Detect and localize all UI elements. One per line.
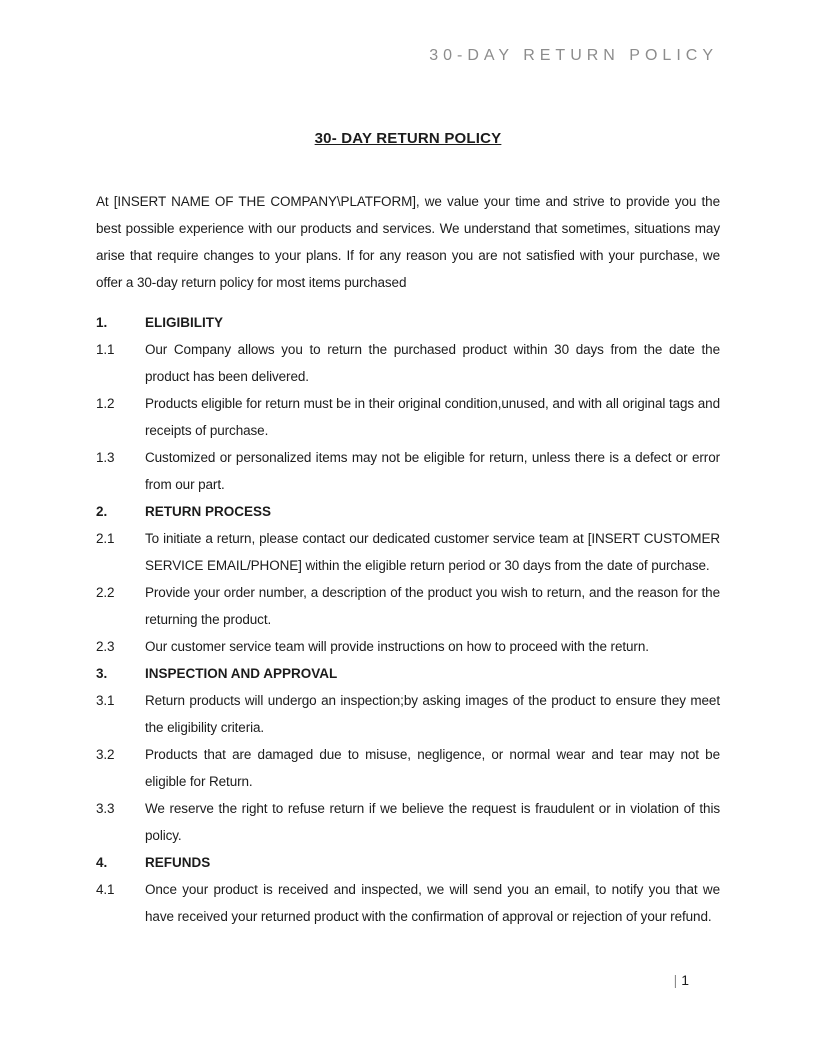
clause-text: Customized or personalized items may not be eligible for return, unless there is a defect or error from our part. (145, 450, 720, 492)
header-title: 30-DAY RETURN POLICY (429, 47, 718, 64)
section-number: 2. (96, 504, 108, 519)
document-title-text: 30- DAY RETURN POLICY (314, 130, 502, 147)
intro-paragraph: At [INSERT NAME OF THE COMPANY\PLATFORM], we value your time and strive to provide you the best possible experience with our products and services. We understand that sometimes, situations may arise that require changes to your plans. If for any reason you are not satisfied with your purchase, we offer a 30-day return policy for most items purchased (96, 194, 720, 290)
section-heading: RETURN PROCESS (145, 504, 272, 519)
clause-row (96, 633, 720, 660)
clause-number: 2.1 (96, 531, 115, 546)
clause-row (96, 444, 720, 498)
document-body (96, 188, 720, 930)
section-heading-row (96, 498, 720, 525)
clause-number: 2.2 (96, 585, 115, 600)
section-number: 1. (96, 315, 108, 330)
section-heading-row (96, 849, 720, 876)
clause-row (96, 579, 720, 633)
clause-row (96, 525, 720, 579)
clause-text: To initiate a return, please contact our dedicated customer service team at [INSERT CUSTOMER SERVICE EMAIL/PHONE] within the eligible return period or 30 days from the date of purchase. (145, 531, 720, 573)
clause-text: Products that are damaged due to misuse, negligence, or normal wear and tear may not be eligible for Return. (145, 747, 720, 789)
page-header (96, 47, 718, 65)
clause-number: 2.3 (96, 639, 115, 654)
document-title (0, 130, 816, 147)
clause-row (96, 390, 720, 444)
clause-row (96, 687, 720, 741)
clause-number: 1.1 (96, 342, 115, 357)
section-number: 4. (96, 855, 108, 870)
page-footer (674, 972, 689, 988)
clause-row (96, 876, 720, 930)
section-heading: ELIGIBILITY (145, 315, 224, 330)
section-heading-row (96, 660, 720, 687)
clause-number: 3.1 (96, 693, 115, 708)
clause-number: 3.3 (96, 801, 115, 816)
clause-text: We reserve the right to refuse return if we believe the request is fraudulent or in violation of this policy. (145, 801, 720, 843)
section-number: 3. (96, 666, 108, 681)
clause-text: Products eligible for return must be in their original condition,unused, and with all original tags and receipts of purchase. (145, 396, 720, 438)
section-heading: REFUNDS (145, 855, 211, 870)
clause-text: Our customer service team will provide instructions on how to proceed with the return. (145, 639, 649, 654)
clause-row (96, 795, 720, 849)
section-heading-row (96, 309, 720, 336)
section-heading: INSPECTION AND APPROVAL (145, 666, 338, 681)
clause-text: Our Company allows you to return the purchased product within 30 days from the date the product has been delivered. (145, 342, 720, 384)
footer-separator: | (673, 972, 678, 988)
footer-page-number: 1 (681, 972, 689, 988)
clause-text: Return products will undergo an inspection;by asking images of the product to ensure they meet the eligibility criteria. (145, 693, 720, 735)
clause-number: 3.2 (96, 747, 115, 762)
clause-number: 4.1 (96, 882, 115, 897)
clause-text: Once your product is received and inspected, we will send you an email, to notify you that we have received your returned product with the confirmation of approval or rejection of your refund. (145, 882, 720, 924)
clause-row (96, 741, 720, 795)
clause-number: 1.2 (96, 396, 115, 411)
clause-text: Provide your order number, a description of the product you wish to return, and the reason for the returning the product. (145, 585, 720, 627)
clause-row (96, 336, 720, 390)
clause-number: 1.3 (96, 450, 115, 465)
